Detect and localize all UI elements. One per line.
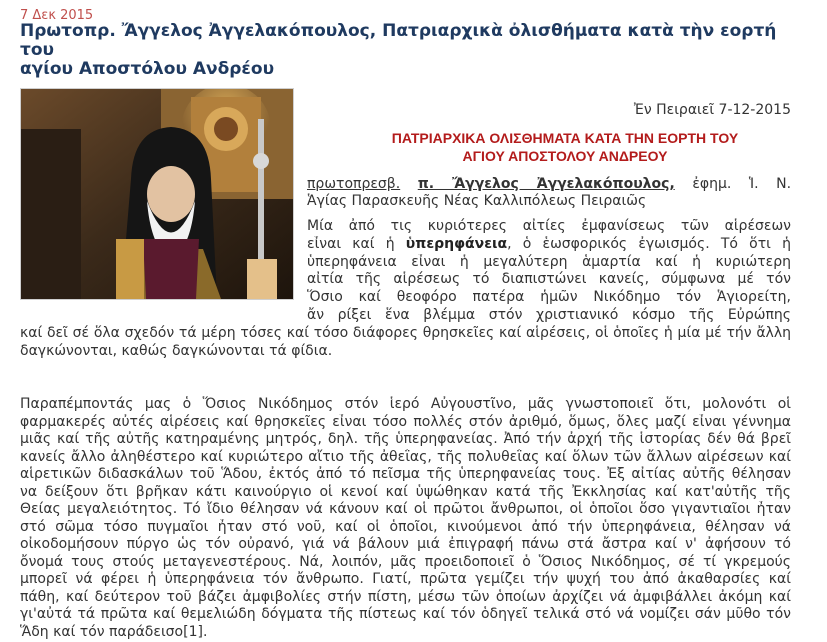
paragraph-1-line: δαγκώνονται, καθώς δαγκώνονται τά φίδια. [20, 342, 333, 359]
paragraph-2-line: στό σῶμα τόσο πυγμαῖοι ἦταν στό νοῦ, καί οἱ ὁποῖοι, κινούμενοι ἀπό τήν ὑπερηφάνεια, θέλησαν νά [20, 518, 791, 535]
article-heading-line-1: ΠΑΤΡΙΑΡΧΙΚΑ ΟΛΙΣΘΗΜΑΤΑ ΚΑΤΑ ΤΗΝ ΕΟΡΤΗ ΤΟΥ [391, 130, 739, 146]
post-date: 7 Δεκ 2015 [20, 8, 94, 23]
paragraph-2-line: Θείας μεγαλειότητος. Τό ἴδιο θέλησαν νά κάνουν καί οἱ πρῶτοι ἄνθρωποι, οἱ ὁποῖοι ὅσο γιγαντιαῖοι ἦταν [20, 501, 791, 517]
post-title[interactable] [20, 22, 810, 79]
paragraph-1-line: Μία ἀπό τις κυριότερες αἰτίες ἐμφανίσεως τῶν αἱρέσεων [307, 218, 791, 234]
paragraph-2-line: οἰκοδομήσουν πύργο ὡς τόν οὐρανό, γιά νά βάλουν μιά ἐπιγραφή πάνω στά ἄστρα καί ν' ἀφήσουν τό [20, 536, 791, 552]
paragraph-2 [20, 396, 791, 641]
article-heading [340, 129, 790, 165]
paragraph-2-line: Παραπέμποντάς μας ὁ Ὅσιος Νικόδημος στόν ἱερό Αὐγουστῖνο, μᾶς γνωστοποιεῖ ὅτι, μολονότι οἱ [20, 396, 791, 412]
article-heading-line-2: ΑΓΙΟΥ ΑΠΟΣΤΟΛΟΥ ΑΝΔΡΕΟΥ [462, 148, 668, 164]
author-prefix: πρωτοπρεσβ. [307, 176, 401, 192]
paragraph-1-line: αἰτία τῆς αἱρέσεως τό διαπιστώνει κανείς, σύμφωνα μέ τόν [307, 271, 791, 288]
paragraph-1-line: εἶναι καί ἡ ὑπερηφάνεια, ὁ ἑωσφορικός ἐγωισμός. Τό ὅτι ἡ [307, 235, 791, 252]
paragraph-1-line: Ὅσιο καί θεοφόρο πατέρα ἡμῶν Νικόδημο τόν Ἁγιορείτη, [307, 289, 791, 306]
paragraph-2-line: να δείξουν ὅτι βρῆκαν κάτι καινούργιο οἱ κενοί καί ὑψώθηκαν κατά τῆς Ἐκκλησίας καί κατ'αὐτῆς τῆς [20, 483, 791, 500]
paragraph-2-line: φαρμακερές αὐτές αἱρέσεις καί θρησκεῖες εἶναι τόσο πολλές στόν ἀριθμό, ὅμως, ὅλες μαζί εἶναι γέννημα [20, 413, 791, 430]
author-credit [307, 176, 791, 210]
paragraph-1-line: ἄν ρίξει ἕνα βλέμμα στόν χριστιανικό κόσμο τῆς Εὐρώπης [307, 306, 791, 323]
emphasis-pride: ὑπερηφάνεια [405, 235, 508, 252]
author-name: π. Ἄγγελος Ἀγγελακόπουλος, [417, 176, 675, 192]
author-parish: Ἁγίας Παρασκευῆς Νέας Καλλιπόλεως Πειραιῶς [307, 193, 647, 209]
paragraph-1-line: καί δεῖ σέ ὅλα σχεδόν τά μέρη τόσες καί τόσο διάφορες θρησκεῖες καί αἱρέσεις, οἱ ὁποῖες ἡ μία μέ τήν ἄλλη [20, 324, 791, 341]
place-date: Ἐν Πειραιεῖ 7-12-2015 [633, 102, 791, 118]
post-title-line-1[interactable]: Πρωτοπρ. Ἄγγελος Ἀγγελακόπουλος, Πατριαρχικὰ ὀλισθήματα κατὰ τὴν εορτή του [20, 21, 777, 60]
post-title-line-2[interactable]: αγίου Αποστόλου Ανδρέου [20, 59, 275, 79]
paragraph-2-line: γι'αὐτά τά πρῶτα καί θεμελιώδη δόγματα τῆς πίστεως καί τόν ὁδηγεῖ τελικά στό νά νομίζει σάν μῦθο τόν [20, 606, 791, 622]
paragraph-2-line: Ἅδη καί τόν παράδεισο[1]. [20, 623, 208, 640]
paragraph-1-line: ὑπερηφάνεια εἶναι ἡ μεγαλύτερη ἁμαρτία καί ἡ κυριώτερη [307, 253, 791, 270]
author-suffix: ἐφημ. Ἱ. Ν. [692, 176, 791, 192]
paragraph-2-line: ὄνομά τους στούς μεταγενεστέρους. Νά, λοιπόν, μᾶς προειδοποιεῖ ὁ Ὅσιος Νικόδημος, σέ τί γκρεμούς [20, 553, 791, 570]
paragraph-2-line: κανείς ἄλλο ἀληθέστερο καί κυριώτερο αἴτιο τῆς ἀθεΐας, τῆς πολυθεΐας καί ὅλων τῶν ἄλλων αἱρέσεων καί [20, 448, 791, 465]
paragraph-2-line: αἱρετικῶν διδασκάλων τοῦ Ἅδου, ἐκτός ἀπό τό πεῖσμα τῆς ὑπερηφανείας τους. Ἐξ αἰτίας αὐτῆς θέλησαν [20, 466, 791, 482]
paragraph-2-line: μπορεῖ νά φέρει ἡ ὑπερηφάνεια τόν ἄνθρωπο. Γιατί, πρῶτα γεμίζει τήν ψυχή του ἀπό ἀκαθαρσίες καί [20, 571, 791, 587]
paragraph-1 [20, 218, 791, 360]
paragraph-2-line: πάθη, καί δεύτερον τοῦ βάζει ἀμφιβολίες στήν πίστη, μέσω τῶν ὁποίων ἀρχίζει νά ἀμφιβάλλει ἀκόμη καί [20, 588, 791, 605]
paragraph-2-line: μιᾶς καί τῆς αὐτῆς κατηραμένης μητρός, δηλ. τῆς ὑπερηφανείας. Ἀπό τήν ἀρχή τῆς ἱστορίας δέν θά βρεῖ [20, 431, 791, 447]
